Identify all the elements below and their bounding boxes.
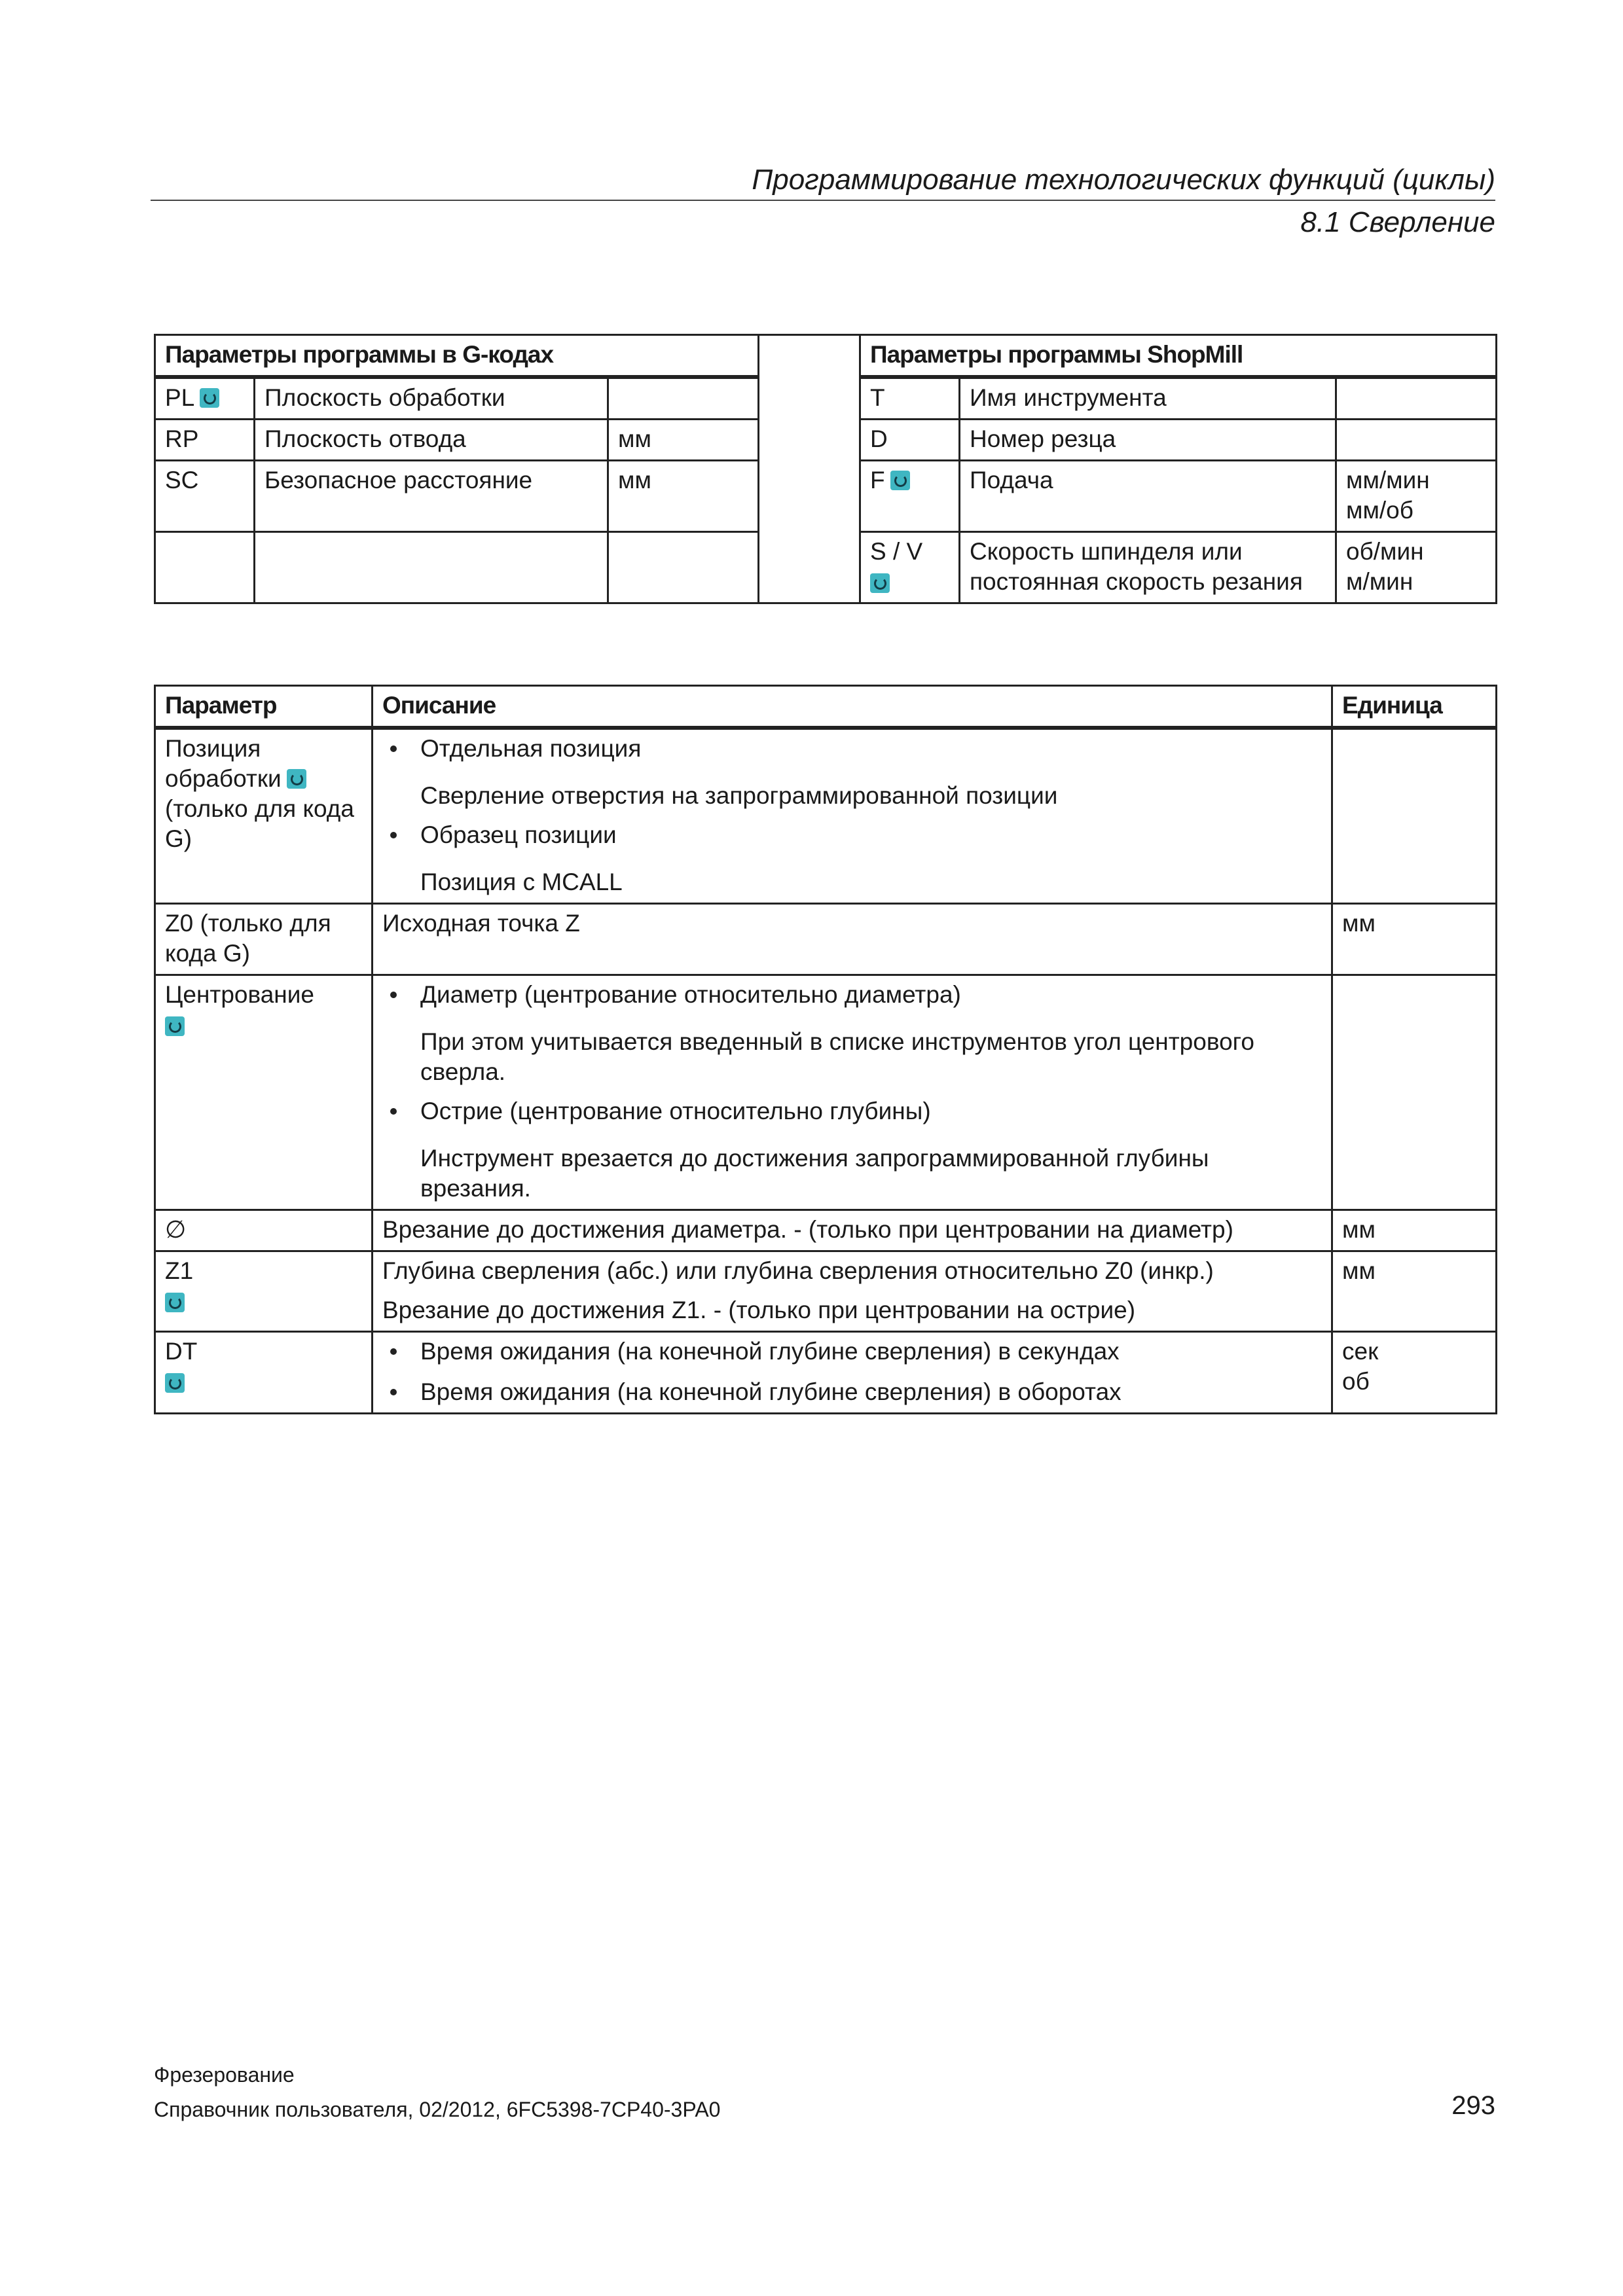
param-cell: [155, 1332, 373, 1414]
param-line: обработки: [165, 765, 282, 792]
param-cell: D: [860, 420, 960, 461]
bullet-detail: Сверление отверстия на запрограммированной позиции: [420, 782, 1058, 809]
bullet-detail: Инструмент врезается до достижения запрограммированной глубины врезания.: [420, 1145, 1209, 1202]
table-row: [155, 904, 1497, 975]
unit-cell: мм: [608, 420, 759, 461]
bullet-detail: Позиция с MCALL: [420, 869, 623, 895]
unit-cell: [1336, 420, 1497, 461]
bullet-item: Диаметр (центрование относительно диаметра): [382, 980, 1322, 1010]
table-row: [155, 728, 1497, 904]
param-line: Z0 (только для: [165, 910, 331, 937]
bullet-item: Острие (центрование относительно глубины): [382, 1096, 1322, 1126]
desc-cell: [960, 532, 1336, 603]
unit-cell: [1336, 461, 1497, 532]
desc-cell: Исходная точка Z: [373, 904, 1332, 975]
param-line: Позиция: [165, 735, 261, 762]
footer-book-title: Фрезерование: [154, 2063, 295, 2087]
param-line: (только для кода: [165, 795, 354, 822]
desc-cell: Безопасное расстояние: [255, 461, 608, 532]
unit-line: мм/мин: [1346, 467, 1430, 493]
table-row: [155, 1210, 1497, 1251]
desc-line: Скорость шпинделя или: [970, 538, 1243, 565]
param-name: Центрование: [165, 981, 314, 1008]
unit-line: об: [1342, 1368, 1370, 1395]
unit-cell: [1336, 532, 1497, 603]
desc-cell: Подача: [960, 461, 1336, 532]
bullet-item: Время ожидания (на конечной глубине сверления) в секундах: [382, 1336, 1322, 1367]
unit-line: мм/об: [1346, 497, 1413, 524]
desc-cell: [373, 1251, 1332, 1332]
desc-line: постоянная скорость резания: [970, 568, 1303, 595]
program-parameters-table: [154, 334, 1497, 604]
param-cell: SC: [155, 461, 255, 532]
toggle-icon: [200, 388, 219, 408]
bullet-item: Время ожидания (на конечной глубине сверления) в оборотах: [382, 1377, 1322, 1407]
param-name: DT: [165, 1338, 198, 1365]
param-cell: T: [860, 377, 960, 420]
desc-cell: Имя инструмента: [960, 377, 1336, 420]
desc-cell: [373, 1332, 1332, 1414]
unit-line: об/мин: [1346, 538, 1424, 565]
toggle-icon: [165, 1016, 185, 1036]
param-cell: [155, 904, 373, 975]
param-cell: [155, 975, 373, 1210]
param-cell: [860, 461, 960, 532]
page-number: 293: [1451, 2091, 1495, 2120]
desc-cell: [373, 975, 1332, 1210]
unit-line: м/мин: [1346, 568, 1413, 595]
unit-line: сек: [1342, 1338, 1379, 1365]
toggle-icon: [165, 1293, 185, 1312]
desc-cell: Плоскость обработки: [255, 377, 608, 420]
bullet-detail: При этом учитывается введенный в списке инструментов угол центрового сверла.: [420, 1028, 1254, 1085]
unit-cell: [608, 532, 759, 603]
param-line: кода G): [165, 940, 250, 967]
desc-line: Врезание до достижения Z1. - (только при центровании на острие): [382, 1297, 1136, 1323]
unit-header: Единица: [1332, 686, 1497, 728]
param-cell: [155, 1251, 373, 1332]
bullet-item: Образец позиции: [382, 820, 1322, 850]
param-cell: [155, 377, 255, 420]
parameter-description-table: [154, 685, 1497, 1414]
desc-header: Описание: [373, 686, 1332, 728]
desc-cell: Плоскость отвода: [255, 420, 608, 461]
unit-cell: мм: [1332, 1210, 1497, 1251]
running-header-section: 8.1 Сверление: [1300, 206, 1495, 238]
param-name: PL: [165, 384, 195, 411]
param-cell: [860, 532, 960, 603]
unit-cell: [1336, 377, 1497, 420]
param-cell: ∅: [155, 1210, 373, 1251]
shopmill-params-header: Параметры программы ShopMill: [860, 335, 1497, 378]
param-cell: [155, 728, 373, 904]
unit-cell: мм: [608, 461, 759, 532]
param-header: Параметр: [155, 686, 373, 728]
header-rule: [151, 200, 1495, 201]
unit-cell: [608, 377, 759, 420]
footer-book-info: Справочник пользователя, 02/2012, 6FC5398-7CP40-3PA0: [154, 2098, 721, 2121]
desc-cell: Номер резца: [960, 420, 1336, 461]
table-row: [155, 1251, 1497, 1332]
gcode-params-header: Параметры программы в G-кодах: [155, 335, 759, 378]
unit-cell: мм: [1332, 1251, 1497, 1332]
bullet-item: Отдельная позиция: [382, 734, 1322, 764]
param-line: G): [165, 825, 192, 852]
toggle-icon: [890, 471, 910, 490]
param-cell: [155, 532, 255, 603]
param-name: S / V: [870, 538, 923, 565]
desc-cell: Врезание до достижения диаметра. - (только при центровании на диаметр): [373, 1210, 1332, 1251]
running-header-chapter: Программирование технологических функций (циклы): [752, 164, 1495, 196]
toggle-icon: [870, 573, 890, 593]
table-gap: [759, 335, 860, 603]
toggle-icon: [287, 769, 306, 789]
desc-cell: [373, 728, 1332, 904]
param-name: Z1: [165, 1257, 194, 1284]
desc-line: Глубина сверления (абс.) или глубина сверления относительно Z0 (инкр.): [382, 1257, 1214, 1284]
table-row: [155, 1332, 1497, 1414]
unit-cell: [1332, 1332, 1497, 1414]
unit-cell: [1332, 728, 1497, 904]
table-row: [155, 975, 1497, 1210]
unit-cell: [1332, 975, 1497, 1210]
param-name: F: [870, 467, 885, 493]
toggle-icon: [165, 1373, 185, 1393]
param-cell: RP: [155, 420, 255, 461]
unit-cell: мм: [1332, 904, 1497, 975]
desc-cell: [255, 532, 608, 603]
